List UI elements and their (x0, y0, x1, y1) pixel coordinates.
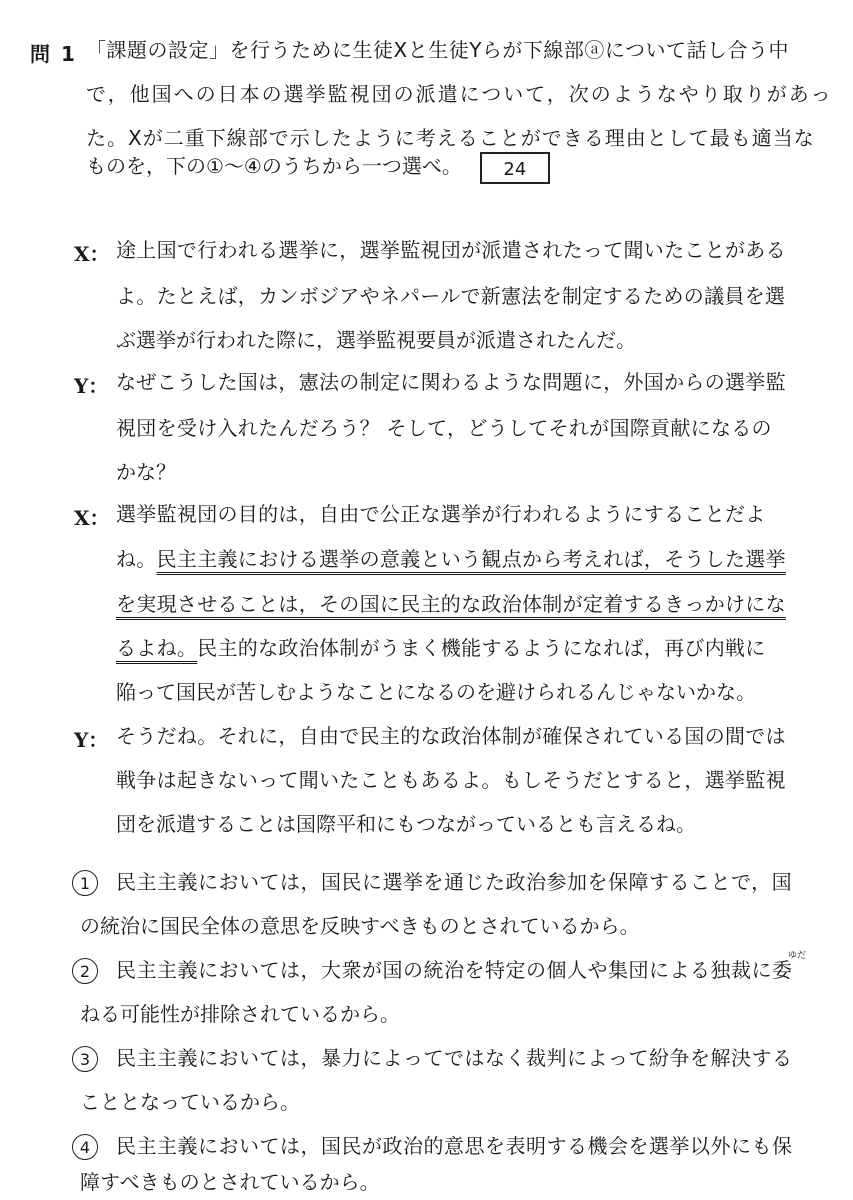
choice-4-line-2: 障すべきものとされているから。 (80, 1170, 380, 1194)
choice-2-line-1: 民主主義においては，大衆が国の統治を特定の個人や集団による独裁に委 (116, 958, 793, 982)
choice-3-number[interactable]: 3 (72, 1046, 98, 1072)
choice-3-line-1: 民主主義においては，暴力によってではなく裁判によって紛争を解決する (116, 1046, 793, 1070)
choice-4-number[interactable]: 4 (72, 1134, 98, 1160)
dialogue-2-line-1: なぜこうした国は，憲法の制定に関わるような問題に，外国からの選挙監 (116, 370, 786, 394)
dialogue-3-line-2 (116, 545, 786, 573)
question-label: 問 1 (30, 42, 77, 66)
choice-2-number[interactable]: 2 (72, 958, 98, 984)
dialogue-3-line-4 (116, 634, 766, 662)
choice-1-number[interactable]: 1 (72, 870, 98, 896)
speaker-y-1: Y： (74, 374, 109, 398)
dialogue-1-line-3: ぶ選挙が行われた際に，選挙監視要員が派遣されたんだ。 (116, 328, 636, 352)
dialogue-3-line-1: 選挙監視団の目的は，自由で公正な選挙が行われるようにすることだよ (116, 502, 766, 526)
speaker-x-1: X： (74, 242, 110, 266)
double-underlined-text-1: 民主主義における選挙の意義という観点から考えれば，そうした選挙 (156, 547, 786, 571)
question-text-line-1: 「課題の設定」を行うために生徒Xと生徒Yらが下線部ⓐについて話し合う中 (86, 38, 790, 62)
choice-2-line-2: ねる可能性が排除されているから。 (80, 1002, 400, 1026)
dialogue-2-line-3: かな？ (116, 460, 176, 484)
question-text-line-3: た。Xが二重下線部で示したように考えることができる理由として最も適当な (86, 126, 815, 150)
double-underlined-text-3: るよね。 (116, 636, 198, 660)
dialogue-3-line-5: 陥って国民が苦しむようなことになるのを避けられるんじゃないかな。 (116, 680, 756, 704)
question-text-line-4-text: ものを，下の①～④のうちから一つ選べ。 (86, 154, 462, 178)
dialogue-3-line-3 (116, 590, 786, 618)
choice-1-line-1: 民主主義においては，国民に選挙を通じた政治参加を保障することで，国 (116, 870, 793, 894)
choice-4-line-1: 民主主義においては，国民が政治的意思を表明する機会を選挙以外にも保 (116, 1134, 793, 1158)
choice-1-line-2: の統治に国民全体の意思を反映すべきものとされているから。 (80, 914, 640, 938)
dialogue-2-line-2: 視団を受け入れたんだろう？ そして，どうしてそれが国際貢献になるの (116, 416, 772, 440)
double-underlined-text-2: を実現させることは，その国に民主的な政治体制が定着するきっかけにな (116, 592, 786, 616)
dialogue-1-line-1: 途上国で行われる選挙に，選挙監視団が派遣されたって聞いたことがある (116, 238, 786, 262)
dialogue-3-line-2-plain: ね。 (116, 547, 157, 571)
question-text-line-2: で，他国への日本の選挙監視団の派遣について，次のようなやり取りがあっ (86, 82, 833, 106)
speaker-x-2: X： (74, 506, 110, 530)
choice-3-line-2: こととなっているから。 (80, 1090, 300, 1114)
dialogue-1-line-2: よ。たとえば，カンボジアやネパールで新憲法を制定するための議員を選 (116, 284, 786, 308)
dialogue-3-line-4-plain: 民主的な政治体制がうまく機能するようになれば，再び内戦に (197, 636, 766, 660)
speaker-y-2: Y： (74, 728, 109, 752)
ruby-yuda: ゆだ (788, 951, 807, 961)
dialogue-4-line-3: 団を派遣することは国際平和にもつながっているとも言えるね。 (116, 812, 696, 836)
answer-number-box: 24 (480, 152, 550, 184)
question-text-line-4 (86, 150, 550, 184)
dialogue-4-line-2: 戦争は起きないって聞いたこともあるよ。もしそうだとすると，選挙監視 (116, 768, 786, 792)
dialogue-4-line-1: そうだね。それに，自由で民主的な政治体制が確保されている国の間では (116, 724, 786, 748)
